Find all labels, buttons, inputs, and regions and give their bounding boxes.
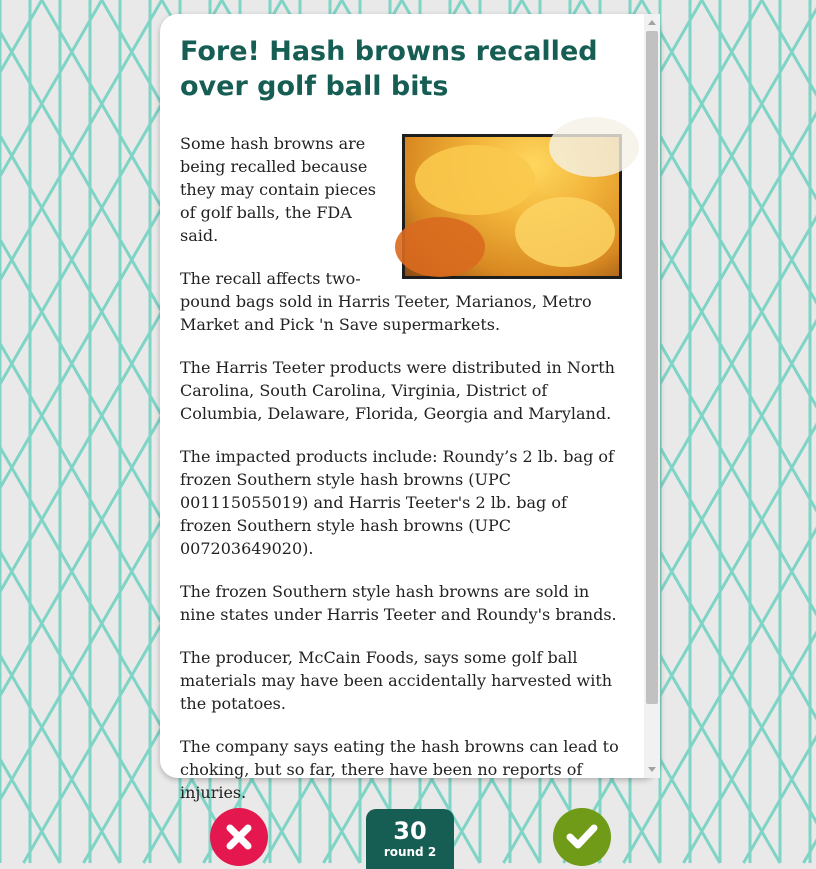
article-paragraph: The producer, McCain Foods, says some golf ball materials may have been accidentally harvested with the potatoes. — [180, 646, 622, 715]
article-paragraph: Some hash browns are being recalled because they may contain pieces of golf balls, the FDA said. — [180, 132, 622, 247]
counter-value: 30 — [366, 818, 454, 844]
scrollbar-thumb[interactable] — [646, 31, 658, 704]
check-icon — [565, 822, 599, 852]
x-icon — [224, 822, 254, 852]
round-label: round 2 — [366, 844, 454, 860]
article-content — [180, 34, 622, 778]
hash-browns-photo — [402, 134, 622, 279]
article-paragraph: The frozen Southern style hash browns are sold in nine states under Harris Teeter and Roundy's brands. — [180, 580, 622, 626]
round-counter — [366, 809, 454, 869]
accept-button[interactable] — [553, 808, 611, 866]
reject-button[interactable] — [210, 808, 268, 866]
article-card[interactable] — [160, 14, 660, 778]
article-title: Fore! Hash browns recalled over golf ball bits — [180, 34, 622, 104]
scroll-down-arrow-icon[interactable] — [648, 767, 656, 772]
article-paragraph: The Harris Teeter products were distributed in North Carolina, South Carolina, Virginia, District of Columbia, Delaware, Florida, Georgia and Maryland. — [180, 356, 622, 425]
scroll-up-arrow-icon[interactable] — [648, 20, 656, 25]
article-paragraph: The recall affects two-pound bags sold in Harris Teeter, Marianos, Metro Market and Pick 'n Save supermarkets. — [180, 267, 622, 336]
article-paragraph: The impacted products include: Roundy’s 2 lb. bag of frozen Southern style hash browns (UPC 001115055019) and Harris Teeter's 2 lb. bag of frozen Southern style hash browns (UPC 007203649020). — [180, 445, 622, 560]
article-scrollbar[interactable] — [644, 14, 660, 778]
article-paragraph: The company says eating the hash browns can lead to choking, but so far, there have been no reports of injuries. — [180, 735, 622, 804]
